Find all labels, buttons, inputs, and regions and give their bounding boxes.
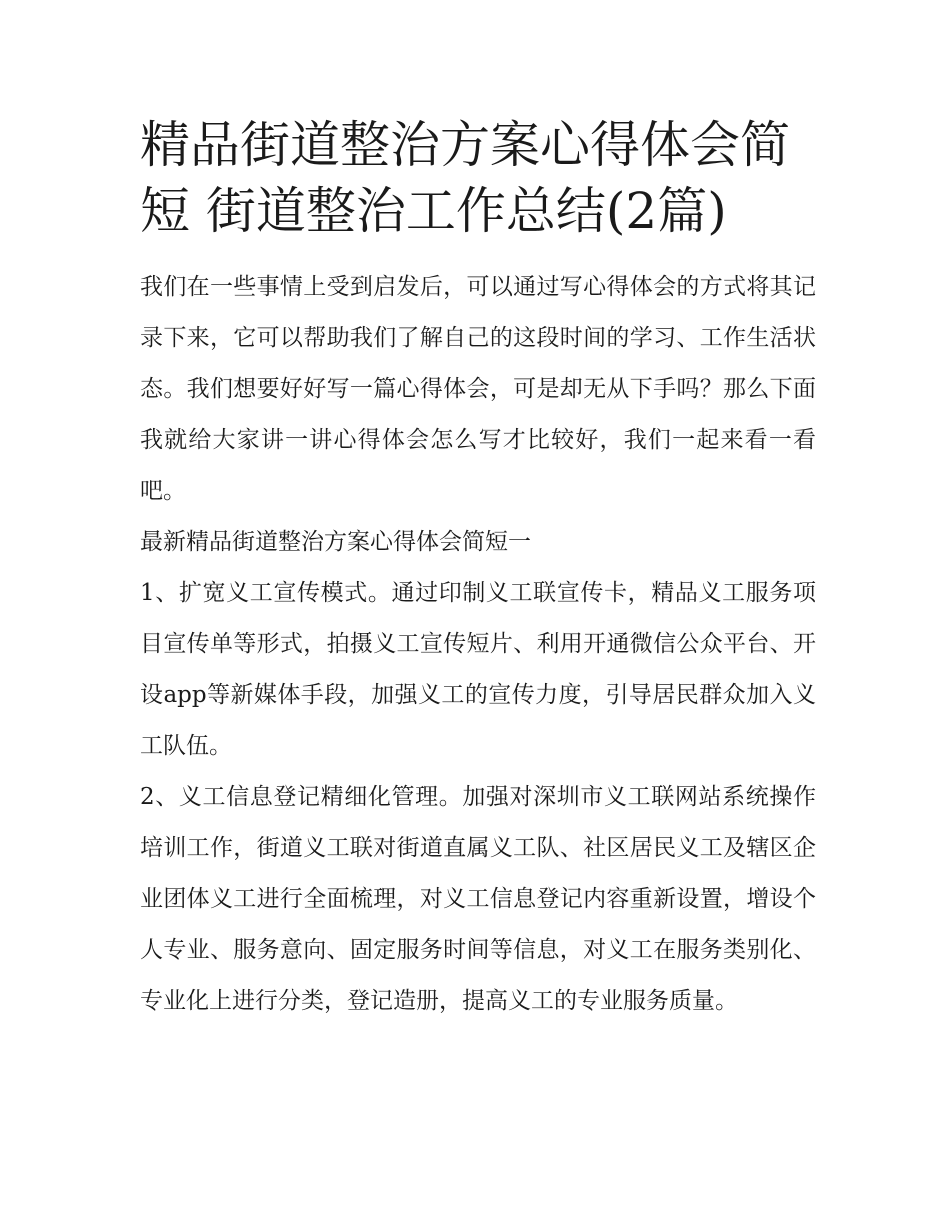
document-body [140, 112, 816, 1027]
document-title: 精品街道整治方案心得体会简短 街道整治工作总结(2篇) [140, 116, 790, 240]
list-item-1: 1、扩宽义工宣传模式。通过印制义工联宣传卡，精品义工服务项目宣传单等形式，拍摄义工宣传短片、利用开通微信公众平台、开设app等新媒体手段，加强义工的宣传力度，引导居民群众加入义工队伍。 [140, 580, 816, 759]
list-item-2: 2、义工信息登记精细化管理。加强对深圳市义工联网站系统操作培训工作，街道义工联对街道直属义工队、社区居民义工及辖区企业团体义工进行全面梳理，对义工信息登记内容重新设置，增设个人专业、服务意向、固定服务时间等信息，对义工在服务类别化、专业化上进行分类，登记造册，提高义工的专业服务质量。 [140, 784, 816, 1014]
intro-paragraph: 我们在一些事情上受到启发后，可以通过写心得体会的方式将其记录下来，它可以帮助我们了解自己的这段时间的学习、工作生活状态。我们想要好好写一篇心得体会，可是却无从下手吗？那么下面我就给大家讲一讲心得体会怎么写才比较好，我们一起来看一看吧。 [140, 274, 816, 504]
section-heading: 最新精品街道整治方案心得体会简短一 [140, 529, 531, 555]
